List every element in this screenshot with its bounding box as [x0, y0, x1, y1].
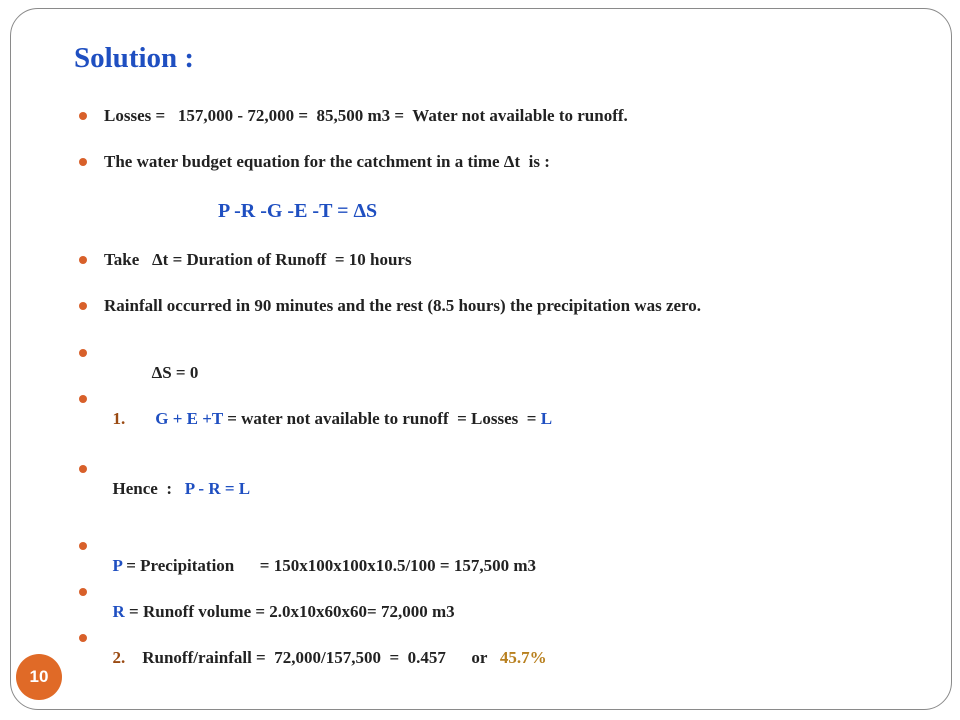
rainfall-line: Rainfall occurred in 90 minutes and the rest (8.5 hours) the precipitation was zero.: [104, 296, 702, 315]
losses-line: Losses = 157,000 - 72,000 = 85,500 m3 = Water not available to runoff.: [104, 106, 628, 125]
item-number: 1.: [112, 409, 126, 428]
precipitation-line: [104, 536, 536, 576]
bullet-icon: [79, 588, 87, 596]
bullet-icon: [79, 256, 87, 264]
precipitation-symbol: P: [112, 556, 122, 575]
losses-relation-text: = water not available to runoff = Losses =: [222, 409, 541, 428]
water-budget-line: The water budget equation for the catchment in a time Δt is :: [104, 152, 550, 171]
water-budget-equation: P -R -G -E -T = ΔS: [218, 200, 378, 222]
runoff-ratio-percent: 45.7%: [499, 648, 547, 667]
delta-s-line: [144, 343, 198, 383]
get-terms: G + E +T: [155, 409, 223, 428]
bullet-icon: [79, 542, 87, 550]
runoff-ratio-text: Runoff/rainfall = 72,000/157,500 = 0.457 or: [125, 648, 500, 667]
item-number: 2.: [112, 648, 126, 667]
page-number-badge: 10: [16, 654, 62, 700]
delta-s-text: ΔS = 0: [151, 363, 199, 382]
bullet-icon: [79, 302, 87, 310]
hence-equation: P - R = L: [184, 479, 251, 498]
runoff-volume-line: [104, 582, 455, 622]
bullet-icon: [79, 112, 87, 120]
precipitation-text: = Precipitation = 150x100x100x10.5/100 = 157,500 m3: [121, 556, 537, 575]
runoff-ratio-line: [104, 628, 547, 668]
bullet-icon: [79, 349, 87, 357]
bullet-icon: [79, 158, 87, 166]
duration-line: Take Δt = Duration of Runoff = 10 hours: [104, 250, 412, 269]
runoff-volume-text: = Runoff volume = 2.0x10x60x60= 72,000 m3: [124, 602, 455, 621]
bullet-icon: [79, 465, 87, 473]
runoff-symbol: R: [112, 602, 125, 621]
hence-label: Hence :: [112, 479, 185, 498]
hence-line: [104, 459, 250, 499]
bullet-icon: [79, 634, 87, 642]
losses-relation-line: [104, 389, 552, 429]
slide-title: Solution :: [74, 42, 195, 74]
bullet-icon: [79, 395, 87, 403]
losses-symbol: L: [540, 409, 553, 428]
